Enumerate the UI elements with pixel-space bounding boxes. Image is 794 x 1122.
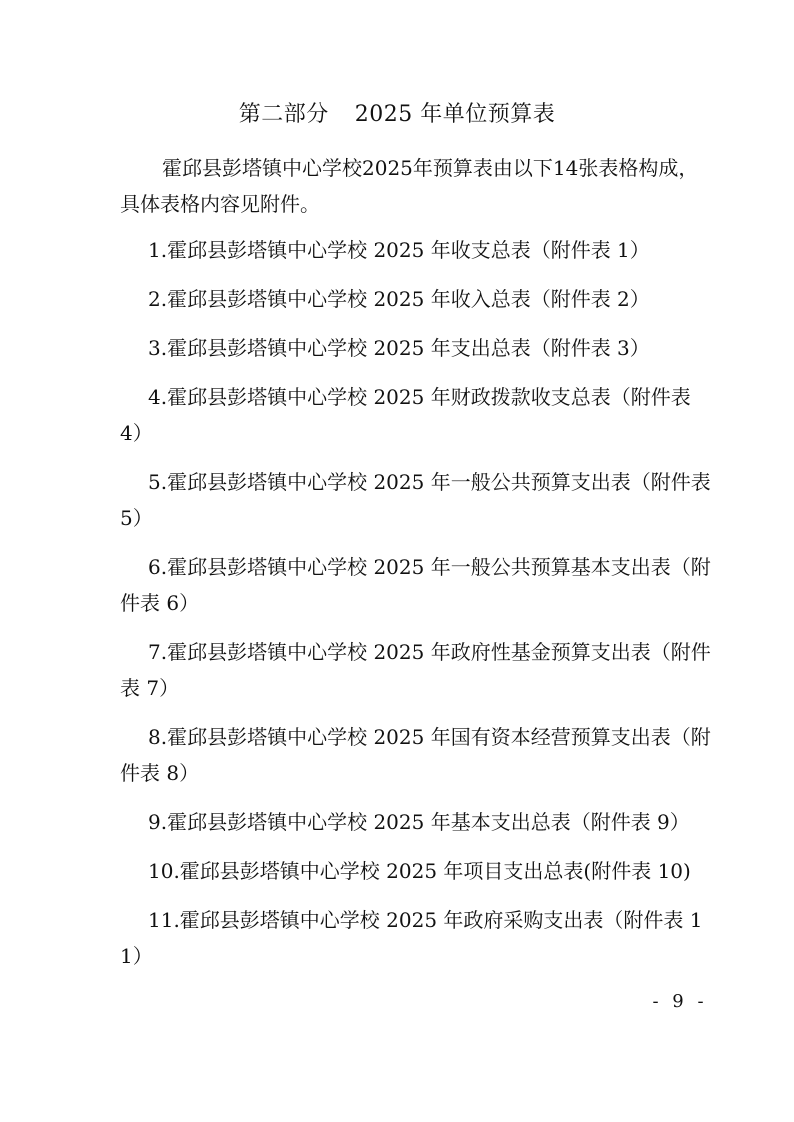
table-list — [120, 232, 712, 987]
list-item: 10.霍邱县彭塔镇中心学校 2025 年项目支出总表(附件表 10) — [148, 859, 691, 883]
list-item: 3.霍邱县彭塔镇中心学校 2025 年支出总表（附件表 3） — [148, 336, 650, 360]
section-title — [0, 100, 794, 130]
section-title-text: 2025 年单位预算表 — [354, 102, 556, 127]
list-item: 9.霍邱县彭塔镇中心学校 2025 年基本支出总表（附件表 9） — [148, 810, 690, 834]
intro-paragraph: 霍邱县彭塔镇中心学校2025年预算表由以下14张表格构成，具体表格内容见附件。 — [120, 156, 699, 216]
list-item: 7.霍邱县彭塔镇中心学校 2025 年政府性基金预算支出表（附件表 7） — [120, 640, 711, 700]
list-item: 5.霍邱县彭塔镇中心学校 2025 年一般公共预算支出表（附件表 5） — [120, 470, 711, 530]
list-item: 6.霍邱县彭塔镇中心学校 2025 年一般公共预算基本支出表（附件表 6） — [120, 555, 711, 615]
list-item: 11.霍邱县彭塔镇中心学校 2025 年政府采购支出表（附件表 11） — [120, 908, 703, 968]
list-item: 1.霍邱县彭塔镇中心学校 2025 年收支总表（附件表 1） — [148, 238, 650, 262]
page-number: - 9 - — [652, 991, 708, 1012]
list-item: 4.霍邱县彭塔镇中心学校 2025 年财政拨款收支总表（附件表 4） — [120, 385, 691, 445]
section-title-part: 第二部分 — [238, 102, 329, 127]
list-item: 8.霍邱县彭塔镇中心学校 2025 年国有资本经营预算支出表（附件表 8） — [120, 725, 711, 785]
list-item: 2.霍邱县彭塔镇中心学校 2025 年收入总表（附件表 2） — [148, 287, 650, 311]
